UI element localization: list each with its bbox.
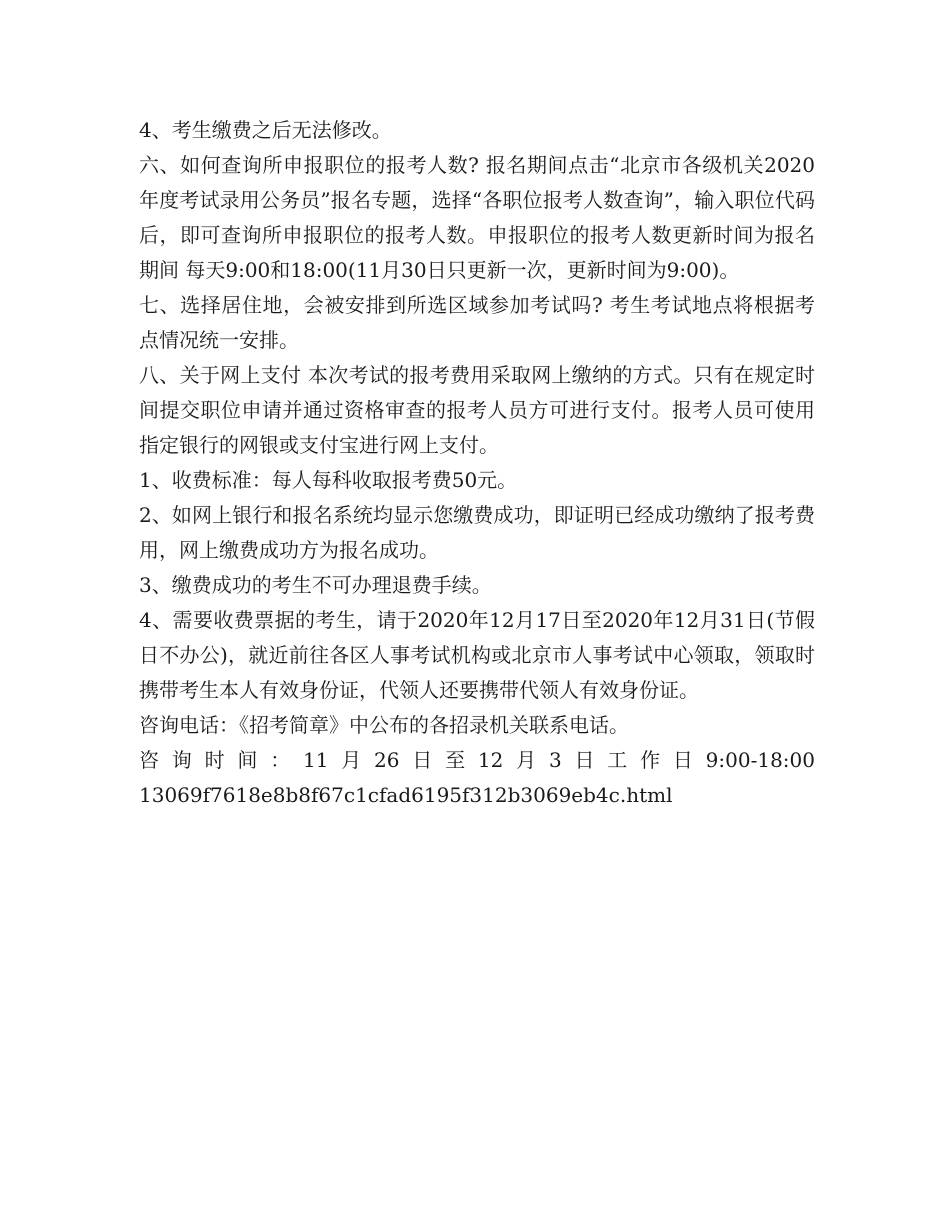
paragraph-fee-standard: 1、收费标准：每人每科收取报考费50元。 <box>139 468 518 492</box>
paragraph-residence: 七、选择居住地，会被安排到所选区域参加考试吗? 考生考试地点将根据考点情况统一安排。 <box>139 293 815 352</box>
paragraph-query-applicants: 六、如何查询所申报职位的报考人数? 报名期间点击“北京市各级机关2020年度考试录用公务员”报名专题，选择“各职位报考人数查询”，输入职位代码后，即可查询所申报职位的报考人数。申报职位的报考人数更新时间为报名期间 每天9:00和18:00(11月30日只更新一次，更新时间为9:00)。 <box>139 153 815 282</box>
paragraph-online-payment: 八、关于网上支付 本次考试的报考费用采取网上缴纳的方式。只有在规定时间提交职位申请并通过资格审查的报考人员方可进行支付。报考人员可使用指定银行的网银或支付宝进行网上支付。 <box>139 363 815 457</box>
document-filename: 13069f7618e8b8f67c1cfad6195f312b3069eb4c.html <box>139 783 673 807</box>
paragraph-receipt: 4、需要收费票据的考生，请于2020年12月17日至2020年12月31日(节假日不办公)，就近前往各区人事考试机构或北京市人事考试中心领取，领取时携带考生本人有效身份证，代领人还要携带代领人有效身份证。 <box>139 608 815 702</box>
paragraph-no-refund: 3、缴费成功的考生不可办理退费手续。 <box>139 573 492 597</box>
document-body <box>139 113 815 813</box>
paragraph-payment-no-change: 4、考生缴费之后无法修改。 <box>139 118 392 142</box>
paragraph-consult-phone: 咨询电话：《招考简章》中公布的各招录机关联系电话。 <box>139 713 629 737</box>
paragraph-consult-time: 咨询时间：11月26日至12月3日工作日9:00-18:00 <box>139 748 815 772</box>
paragraph-payment-success: 2、如网上银行和报名系统均显示您缴费成功，即证明已经成功缴纳了报考费用，网上缴费成功方为报名成功。 <box>139 503 815 562</box>
